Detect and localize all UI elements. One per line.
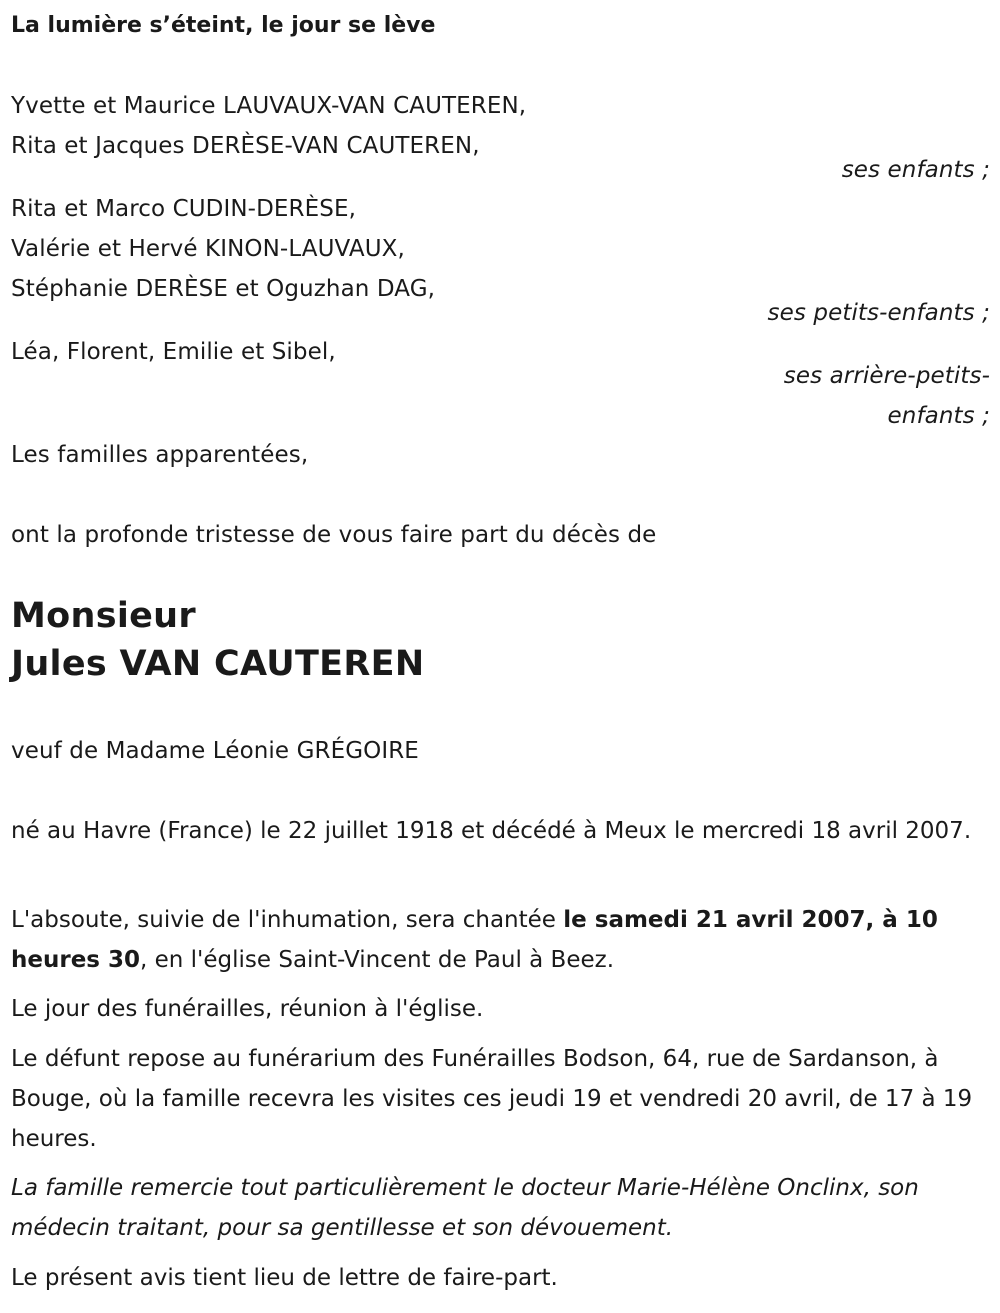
great-grandchildren-relation-2: enfants ; bbox=[887, 403, 990, 429]
related-families: Les familles apparentées, bbox=[11, 442, 309, 468]
children-relation: ses enfants ; bbox=[841, 157, 990, 183]
visitation-paragraph: Le défunt repose au funérarium des Funérailles Bodson, 64, rue de Sardanson, à Bouge, où la famille recevra les visites ces jeudi 19 et vendredi 20 avril, de 17 à 19 heures. bbox=[11, 1046, 973, 1152]
birth-death-paragraph: né au Havre (France) le 22 juillet 1918 et décédé à Meux le mercredi 18 avril 2007. bbox=[11, 818, 972, 844]
service-suffix: , en l'église Saint-Vincent de Paul à Beez. bbox=[140, 947, 615, 973]
grandchild-line-3: Stéphanie DERÈSE et Oguzhan DAG, bbox=[11, 276, 436, 302]
service-paragraph bbox=[11, 900, 986, 980]
thanks-paragraph: La famille remercie tout particulièrement le docteur Marie-Hélène Onclinx, son médecin traitant, pour sa gentillesse et son dévouement. bbox=[11, 1175, 919, 1241]
great-grandchildren-relation-1: ses arrière-petits- bbox=[783, 363, 990, 389]
deceased-title: Monsieur bbox=[11, 596, 196, 636]
grandchildren-relation: ses petits-enfants ; bbox=[767, 300, 990, 326]
meeting-paragraph: Le jour des funérailles, réunion à l'église. bbox=[11, 996, 484, 1022]
grandchild-line-2: Valérie et Hervé KINON-LAUVAUX, bbox=[11, 236, 405, 262]
deceased-name: Jules VAN CAUTEREN bbox=[11, 644, 425, 684]
notice-heading: La lumière s’éteint, le jour se lève bbox=[11, 13, 436, 38]
grandchild-line-1: Rita et Marco CUDIN-DERÈSE, bbox=[11, 196, 356, 222]
service-date-time: le samedi 21 avril 2007, à 10 heures 30 bbox=[11, 907, 938, 973]
closing-paragraph: Le présent avis tient lieu de lettre de faire-part. bbox=[11, 1265, 558, 1291]
great-grandchild-line-1: Léa, Florent, Emilie et Sibel, bbox=[11, 339, 336, 365]
child-line-2: Rita et Jacques DERÈSE-VAN CAUTEREN, bbox=[11, 133, 480, 159]
service-prefix: L'absoute, suivie de l'inhumation, sera chantée bbox=[11, 907, 564, 933]
widower-line: veuf de Madame Léonie GRÉGOIRE bbox=[11, 738, 419, 764]
child-line-1: Yvette et Maurice LAUVAUX-VAN CAUTEREN, bbox=[11, 93, 527, 119]
announcement-text: ont la profonde tristesse de vous faire part du décès de bbox=[11, 522, 657, 548]
